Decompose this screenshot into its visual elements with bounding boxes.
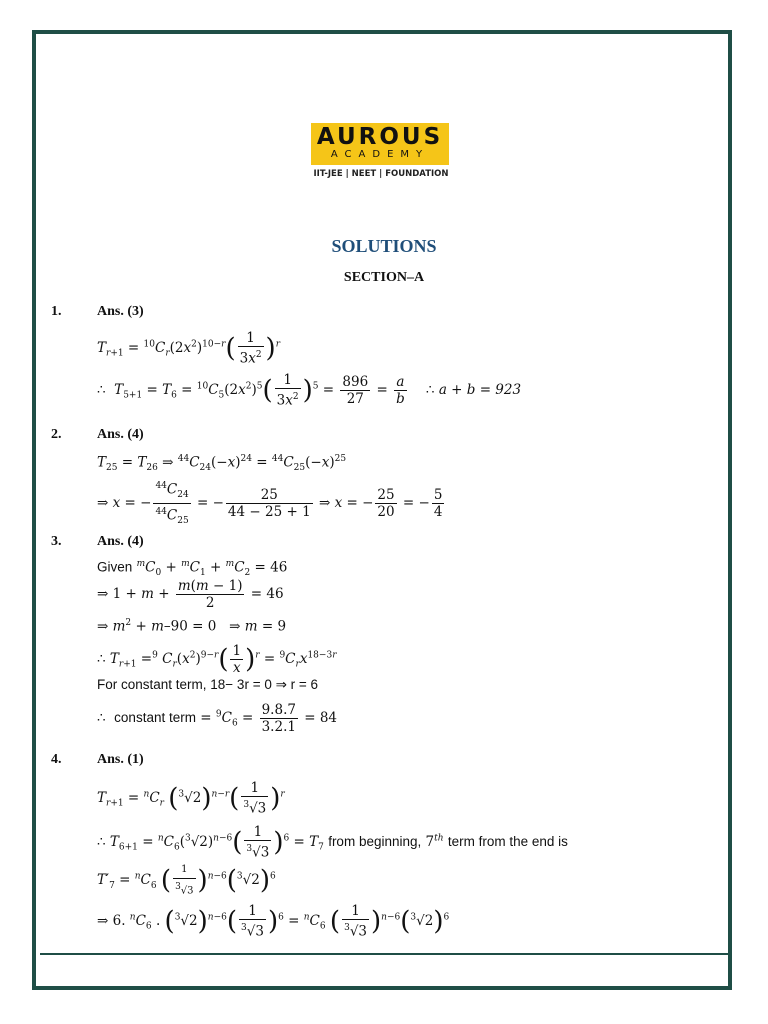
question-number: 4. <box>51 752 62 767</box>
answer-label: Ans. (1) <box>97 752 144 767</box>
logo-sub: ACADEMY <box>330 149 430 160</box>
equation-line: $T_{r+1} = ^nC_r$ $(^3√2)^{n-r}$( $\frac{1}{^3√3}$ )$^r$ <box>97 780 285 817</box>
equation-line: Given $^mC_0 + ^mC_1 + ^mC_2 = 46$ <box>97 559 288 579</box>
equation-line: ∴ constant term = $^9C_6$ = $\frac{9.8.7}{3.2.1}$ = 84 <box>97 702 338 735</box>
answer-label: Ans. (3) <box>97 304 144 319</box>
page-title: SOLUTIONS <box>331 236 437 256</box>
equation-line: $T_{r+1} = ^{10}C_r(2x^2)^{10-r}$( $\frac{1}{3x^2}$ )$^r$ <box>97 330 281 367</box>
aurous-logo <box>311 123 451 183</box>
equation-line: ∴ $T_{5+1} = T_6 = ^{10}C_5(2x^2)^5$( $\frac{1}{3x^2}$ )$^5$ = $\frac{896}{27}$ = $\frac{a}{b}$ ∴ a + b = 923 <box>97 372 522 409</box>
equation-line: ∴ $T_{r+1} =^9$ $C_r(x^2)^{9-r}$( $\frac{1}{x}$ )$^r = ^9C_rx^{18-3r}$ <box>97 643 337 676</box>
footer-divider <box>40 953 728 955</box>
equation-line: ∴ $T_{6+1} = ^nC_6(^3√2)^{n-6}$( $\frac{1}{^3√3}$ )$^6 = T_7$ from beginning, 7th term from the end is <box>97 824 568 861</box>
equation-line: $T_{25} = T_{26}$ ⇒ $^{44}C_{24}(-x)^{24} = ^{44}C_{25}(-x)^{25}$ <box>97 454 347 474</box>
section-heading: SECTION–A <box>343 270 425 285</box>
equation-line: ⇒ $m^2 + m-90 = 0$ ⇒ m = 9 <box>97 618 287 635</box>
equation-line: $T'_7 = ^nC_6$ ( $\frac{1}{^3√3}$ )$^{n-6}(^3√2)^6$ <box>97 864 276 897</box>
logo-brand: AUROUS <box>316 124 444 150</box>
constant-term-text: For constant term, 18− 3r = 0 ⇒ r = 6 <box>97 677 319 692</box>
logo-tagline: IIT-JEE | NEET | FOUNDATION <box>313 169 449 179</box>
question-number: 1. <box>51 304 62 319</box>
question-number: 3. <box>51 534 62 549</box>
equation-line: ⇒ 6. $^nC_6$ . $(^3√2)^{n-6}$( $\frac{1}{^3√3}$ )$^6 = ^nC_6$ ( $\frac{1}{^3√3}$ )$^{n-6}(^3√2)^6$ <box>97 903 450 940</box>
q1-result: a + b = 923 <box>438 381 522 398</box>
answer-label: Ans. (4) <box>97 534 144 549</box>
given-label: Given <box>97 559 133 575</box>
question-number: 2. <box>51 427 62 442</box>
equation-line: ⇒ 1 + m + $\frac{m(m - 1)}{2}$ = 46 <box>97 578 284 611</box>
equation-line: ⇒ x = − $\frac{^{44}C_{24}}{^{44}C_{25}}$ = − $\frac{25}{44 - 25 + 1}$ ⇒ x = − $\frac{25}{20}$ = − $\frac{5}{4}$ <box>97 478 446 529</box>
answer-label: Ans. (4) <box>97 427 144 442</box>
